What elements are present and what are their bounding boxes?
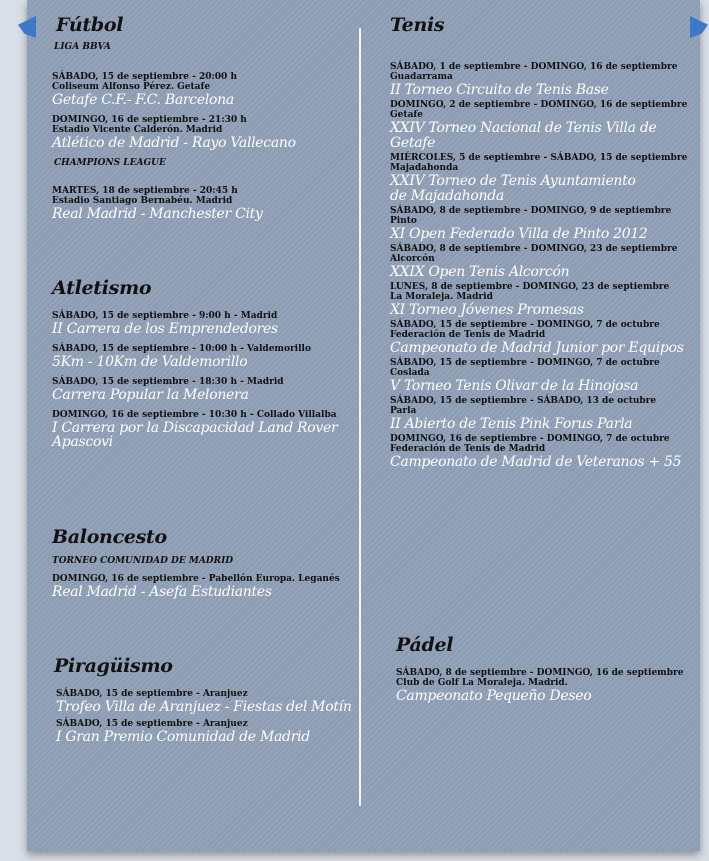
section-title-tenis: Tenis — [390, 14, 445, 36]
event-title[interactable]: Real Madrid - Asefa Estudiantes — [52, 584, 272, 600]
event-date: SÁBADO, 15 de septiembre - SÁBADO, 13 de octubre — [390, 396, 657, 406]
section-tenis — [390, 14, 695, 477]
event-venue: Getafe — [390, 110, 423, 120]
event-venue: Pinto — [390, 216, 417, 226]
event-item — [52, 186, 357, 222]
event-title[interactable]: XXIV Torneo Nacional de Tenis Villa de Getafe — [390, 120, 657, 151]
event-title[interactable]: II Abierto de Tenis Pink Forus Parla — [390, 416, 633, 432]
event-date: SÁBADO, 15 de septiembre - DOMINGO, 7 de octubre — [390, 358, 660, 368]
event-date: SÁBADO, 8 de septiembre - DOMINGO, 23 de septiembre — [390, 244, 678, 254]
event-title[interactable]: 5Km - 10Km de Valdemorillo — [52, 354, 248, 370]
event-date: DOMINGO, 16 de septiembre - DOMINGO, 7 de octubre — [390, 434, 670, 444]
league-label: LIGA BBVA — [54, 42, 111, 52]
event-item — [52, 574, 357, 600]
section-title-padel: Pádel — [396, 634, 454, 656]
event-item — [52, 344, 357, 370]
event-item — [390, 358, 695, 394]
event-title[interactable]: V Torneo Tenis Olivar de la Hinojosa — [390, 378, 639, 394]
event-title[interactable]: XI Torneo Jóvenes Promesas — [390, 302, 584, 318]
event-date: MIÉRCOLES, 5 de septiembre - SÁBADO, 15 de septiembre — [390, 153, 688, 163]
event-date: DOMINGO, 16 de septiembre - 21:30 h — [52, 115, 247, 125]
section-atletismo — [52, 277, 357, 456]
event-venue: Guadarrama — [390, 72, 453, 82]
event-title[interactable]: I Carrera por la Discapacidad Land Rover Apascovi — [52, 420, 338, 450]
event-title[interactable]: XI Open Federado Villa de Pinto 2012 — [390, 226, 648, 242]
league-label: TORNEO COMUNIDAD DE MADRID — [52, 556, 234, 566]
event-title[interactable]: XXIX Open Tenis Alcorcón — [390, 264, 570, 280]
event-title[interactable]: Atlético de Madrid - Rayo Vallecano — [52, 135, 296, 151]
event-venue: Estadio Santiago Bernabéu. Madrid — [52, 196, 233, 206]
event-item — [390, 282, 695, 318]
event-title[interactable]: Campeonato Pequeño Deseo — [396, 688, 592, 704]
event-item — [390, 153, 695, 204]
section-title-atletismo: Atletismo — [52, 277, 152, 299]
event-date: SÁBADO, 15 de septiembre - DOMINGO, 7 de octubre — [390, 320, 660, 330]
event-venue: Estadio Vicente Calderón. Madrid — [52, 125, 223, 135]
event-title[interactable]: II Torneo Circuito de Tenis Base — [390, 82, 609, 98]
event-item — [52, 410, 357, 449]
event-date: SÁBADO, 15 de septiembre - 20:00 h — [52, 72, 237, 82]
column-divider — [359, 28, 361, 806]
event-date: SÁBADO, 8 de septiembre - DOMINGO, 9 de septiembre — [390, 206, 672, 216]
section-title-baloncesto: Baloncesto — [52, 526, 167, 548]
section-baloncesto — [52, 526, 357, 607]
event-item — [390, 396, 695, 432]
event-item — [390, 244, 695, 280]
event-date: SÁBADO, 15 de septiembre - 10:00 h - Valdemorillo — [52, 344, 311, 354]
event-item — [390, 100, 695, 151]
event-date: DOMINGO, 2 de septiembre - DOMINGO, 16 de septiembre — [390, 100, 688, 110]
event-title[interactable]: II Carrera de los Emprendedores — [52, 321, 278, 337]
league-label: CHAMPIONS LEAGUE — [54, 158, 166, 168]
event-date: SÁBADO, 1 de septiembre - DOMINGO, 16 de septiembre — [390, 62, 678, 72]
event-date: DOMINGO, 16 de septiembre - 10:30 h - Collado Villalba — [52, 410, 337, 420]
section-title-piraguismo: Piragüismo — [54, 655, 173, 677]
event-item — [52, 377, 357, 403]
event-item — [56, 689, 359, 715]
event-title[interactable]: Trofeo Villa de Aranjuez - Fiestas del Motín — [56, 699, 352, 715]
event-date: SÁBADO, 15 de septiembre - 18:30 h - Madrid — [52, 377, 284, 387]
event-title[interactable]: Campeonato de Madrid de Veteranos + 55 — [390, 454, 682, 470]
event-venue: Federación de Tenis de Madrid — [390, 444, 546, 454]
event-venue: Parla — [390, 406, 417, 416]
section-piraguismo — [54, 655, 359, 752]
event-item — [396, 668, 701, 704]
event-venue: Alcorcón — [390, 254, 435, 264]
event-item — [52, 311, 357, 337]
event-title[interactable]: Campeonato de Madrid Junior por Equipos — [390, 340, 684, 356]
event-item — [56, 719, 359, 745]
section-futbol — [52, 14, 357, 229]
event-item — [390, 62, 695, 98]
event-date: MARTES, 18 de septiembre - 20:45 h — [52, 186, 238, 196]
event-venue: Coslada — [390, 368, 430, 378]
event-title[interactable]: Carrera Popular la Melonera — [52, 387, 249, 403]
event-item — [52, 115, 357, 151]
event-item — [390, 320, 695, 356]
event-date: DOMINGO, 16 de septiembre - Pabellón Europa. Leganés — [52, 574, 340, 584]
event-title[interactable]: Getafe C.F.- F.C. Barcelona — [52, 92, 234, 108]
event-date: LUNES, 8 de septiembre - DOMINGO, 23 de septiembre — [390, 282, 670, 292]
section-padel — [396, 634, 701, 711]
event-venue: Club de Golf La Moraleja. Madrid. — [396, 678, 568, 688]
event-date: SÁBADO, 8 de septiembre - DOMINGO, 16 de septiembre — [396, 668, 684, 678]
event-title[interactable]: I Gran Premio Comunidad de Madrid — [56, 729, 310, 745]
event-item — [390, 434, 695, 470]
event-item — [390, 206, 695, 242]
event-title[interactable]: Real Madrid - Manchester City — [52, 206, 263, 222]
event-item — [52, 72, 357, 108]
section-title-futbol: Fútbol — [56, 14, 124, 36]
event-venue: Coliseum Alfonso Pérez. Getafe — [52, 82, 211, 92]
event-venue: Federación de Tenis de Madrid — [390, 330, 546, 340]
event-date: SÁBADO, 15 de septiembre - Aranjuez — [56, 719, 248, 729]
event-date: SÁBADO, 15 de septiembre - 9:00 h - Madrid — [52, 311, 278, 321]
event-venue: La Moraleja. Madrid — [390, 292, 493, 302]
event-date: SÁBADO, 15 de septiembre - Aranjuez — [56, 689, 248, 699]
event-title[interactable]: XXIV Torneo de Tenis Ayuntamiento de Majadahonda — [390, 173, 636, 204]
event-venue: Majadahonda — [390, 163, 459, 173]
